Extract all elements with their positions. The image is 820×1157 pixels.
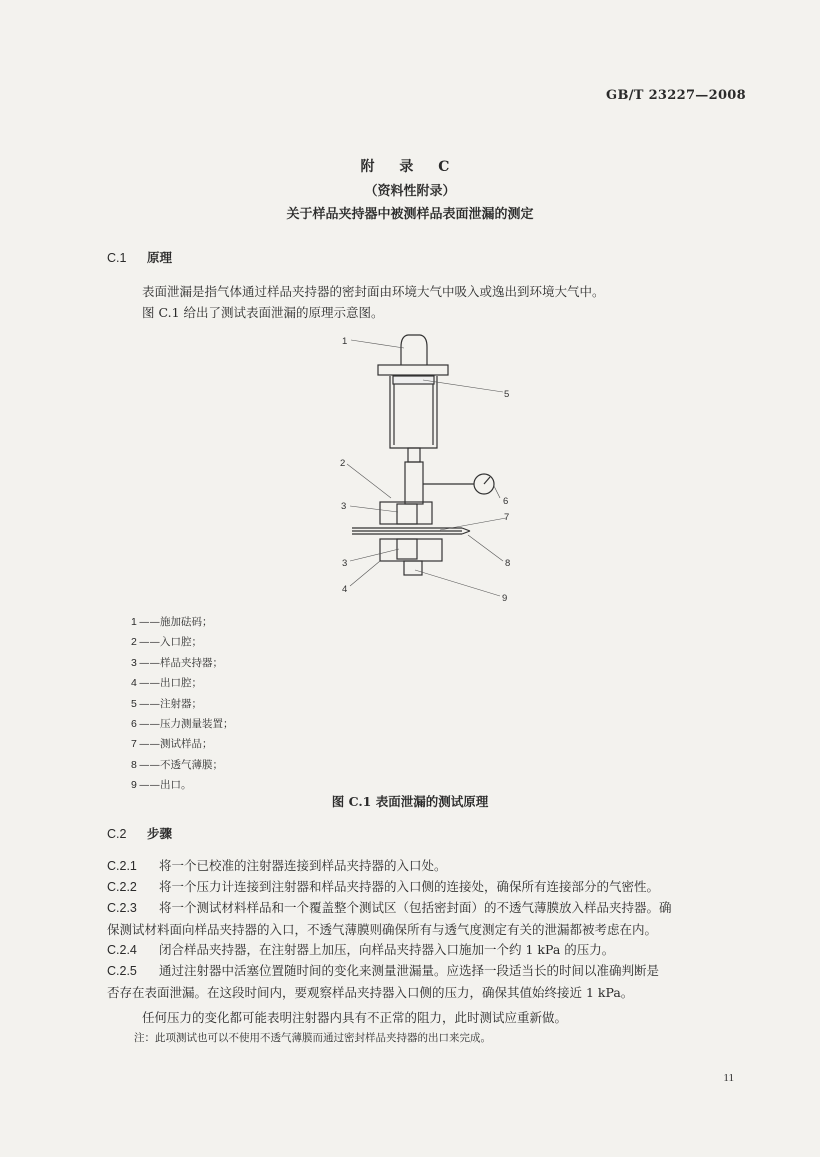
legend-item: 3 ——样品夹持器；: [131, 656, 223, 669]
section-heading-c2: [107, 824, 172, 842]
note: 注：此项测试也可以不使用不透气薄膜而通过密封样品夹持器的出口来完成。: [134, 1032, 491, 1044]
figure-legend: [131, 612, 234, 796]
step-c22: C.2.2 将一个压力计连接到注射器和样品夹持器的入口侧的连接处，确保所有连接部分的气密性。: [107, 879, 660, 894]
standard-number: GB/T 23227—2008: [606, 88, 746, 103]
figure-caption: 图 C.1 表面泄漏的测试原理: [331, 794, 489, 809]
section-heading-c1: [107, 248, 172, 266]
step-c23: C.2.3 将一个测试材料样品和一个覆盖整个测试区（包括密封面）的不透气薄膜放入样品夹持器。确 保测试材料面向样品夹持器的入口，不透气薄膜则确保所有与透气度测定有关的泄漏都被考虑在内。: [107, 900, 672, 937]
leak-test-diagram: [330, 322, 530, 612]
paragraph: 表面泄漏是指气体通过样品夹持器的密封面由环境大气中吸入或逸出到环境大气中。: [142, 284, 605, 299]
legend-item: 1 ——施加砝码；: [131, 616, 213, 628]
section-title: 步骤: [147, 826, 173, 841]
page-number: 11: [723, 1072, 734, 1084]
plunger-plate: [378, 365, 448, 375]
paragraph: 图 C.1 给出了测试表面泄漏的原理示意图。: [142, 305, 384, 320]
annex-type: （资料性附录）: [364, 184, 456, 199]
step-c21: C.2.1 将一个已校准的注射器连接到样品夹持器的入口处。: [107, 858, 447, 873]
callout-4: 4: [342, 584, 348, 595]
annex-title: 附 录 C: [360, 159, 460, 175]
weight-shape: [401, 335, 427, 365]
section-title: 原理: [147, 250, 173, 265]
callout-7: 7: [504, 512, 510, 523]
legend-item: 5 ——注射器；: [131, 697, 202, 710]
paragraph: 任何压力的变化都可能表明注射器内具有不正常的阻力，此时测试应重新做。: [142, 1010, 568, 1025]
step-c25: C.2.5 通过注射器中活塞位置随时间的变化来测量泄漏量。应选择一段适当长的时间以准确判断是 否存在表面泄漏。在这段时间内，要观察样品夹持器入口侧的压力，确保其值始终接近 1 kPa。: [107, 963, 660, 1000]
step-c24: C.2.4 闭合样品夹持器，在注射器上加压，向样品夹持器入口施加一个约 1 kPa 的压力。: [107, 942, 615, 957]
annex-main-title: 关于样品夹持器中被测样品表面泄漏的测定: [286, 207, 534, 222]
legend-item: 9 ——出口。: [131, 779, 192, 792]
legend-item: 4 ——出口腔；: [131, 677, 202, 690]
callout-1: 1: [342, 336, 348, 347]
section-number: C.2: [107, 827, 127, 841]
callout-5: 5: [504, 389, 510, 400]
callout-9: 9: [502, 593, 508, 604]
legend-item: 8 ——不透气薄膜；: [131, 758, 223, 771]
callout-6: 6: [503, 496, 509, 507]
legend-item: 2 ——入口腔；: [131, 636, 202, 649]
legend-item: 7 ——测试样品；: [131, 738, 213, 751]
legend-item: 6 ——压力测量装置；: [131, 718, 234, 731]
callout-3-upper: 3: [341, 501, 347, 512]
section-number: C.1: [107, 251, 127, 265]
callout-2: 2: [340, 458, 346, 469]
callout-8: 8: [505, 558, 511, 569]
syringe-body: [390, 376, 437, 448]
callout-3-lower: 3: [342, 558, 348, 569]
